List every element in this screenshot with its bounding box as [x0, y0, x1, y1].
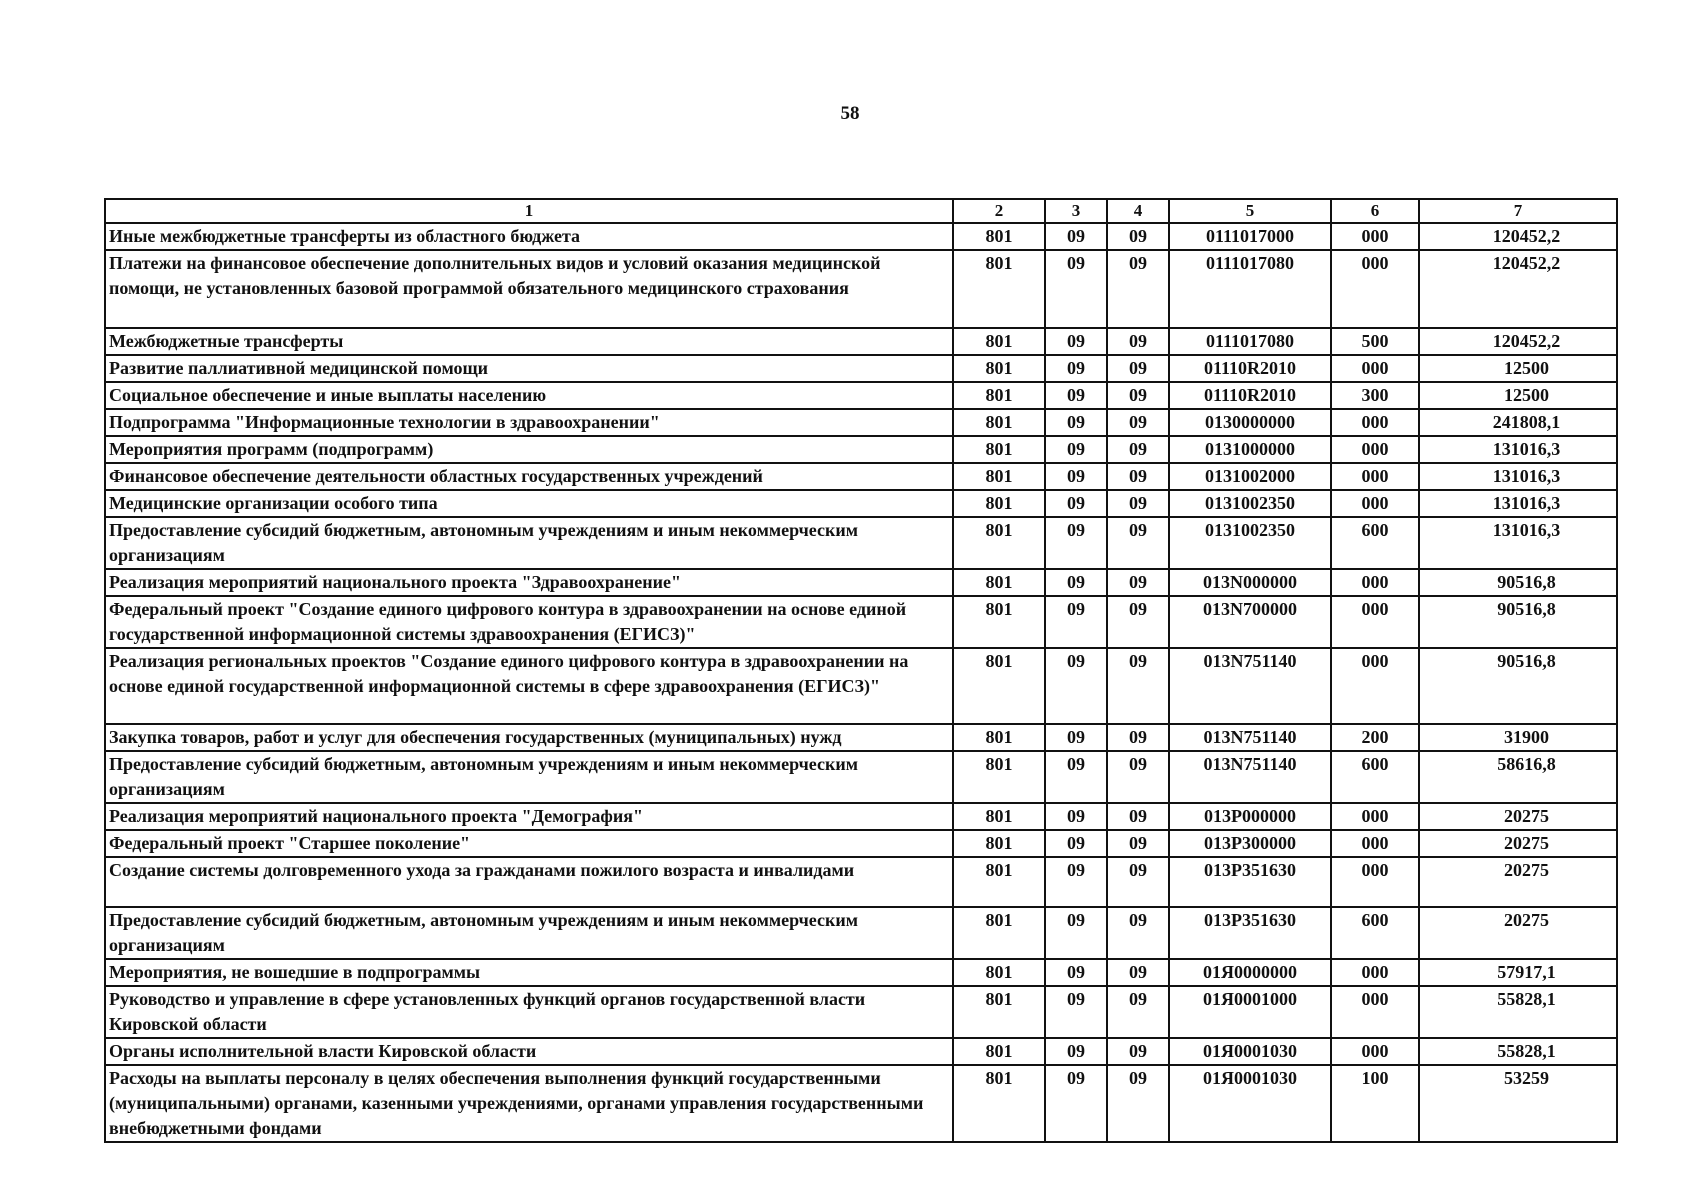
row-name-cell: Иные межбюджетные трансферты из областного бюджета: [105, 223, 953, 250]
row-amount-cell: 131016,3: [1419, 517, 1617, 569]
row-target-article-cell: 0111017080: [1169, 250, 1331, 328]
row-name-cell: Федеральный проект "Старшее поколение": [105, 830, 953, 857]
row-section-cell: 09: [1045, 223, 1107, 250]
row-subsection-cell: 09: [1107, 569, 1169, 596]
row-subsection-cell: 09: [1107, 355, 1169, 382]
row-expense-type-cell: 000: [1331, 648, 1419, 724]
row-ministry-code-cell: 801: [953, 1065, 1045, 1142]
table-row: [105, 751, 1617, 803]
row-ministry-code-cell: 801: [953, 463, 1045, 490]
row-target-article-cell: 0130000000: [1169, 409, 1331, 436]
row-name-cell: Предоставление субсидий бюджетным, автономным учреждениям и иным некоммерческим организациям: [105, 907, 953, 959]
row-expense-type-cell: 000: [1331, 857, 1419, 907]
row-amount-cell: 131016,3: [1419, 436, 1617, 463]
row-ministry-code-cell: 801: [953, 436, 1045, 463]
table-row: [105, 436, 1617, 463]
table-row: [105, 1038, 1617, 1065]
row-subsection-cell: 09: [1107, 1038, 1169, 1065]
row-section-cell: 09: [1045, 596, 1107, 648]
row-subsection-cell: 09: [1107, 724, 1169, 751]
table-row: [105, 463, 1617, 490]
row-target-article-cell: 013P351630: [1169, 857, 1331, 907]
row-section-cell: 09: [1045, 830, 1107, 857]
column-header-3: 3: [1045, 199, 1107, 223]
row-name-cell: Реализация региональных проектов "Создание единого цифрового контура в здравоохранении на основе единой государственной информационной системы в сфере здравоохранения (ЕГИСЗ)": [105, 648, 953, 724]
table-header-row: [105, 199, 1617, 223]
table-row: [105, 490, 1617, 517]
row-target-article-cell: 013N000000: [1169, 569, 1331, 596]
row-expense-type-cell: 000: [1331, 830, 1419, 857]
row-section-cell: 09: [1045, 857, 1107, 907]
row-ministry-code-cell: 801: [953, 986, 1045, 1038]
row-name-cell: Платежи на финансовое обеспечение дополнительных видов и условий оказания медицинской помощи, не установленных базовой программой обязательного медицинского страхования: [105, 250, 953, 328]
row-amount-cell: 58616,8: [1419, 751, 1617, 803]
row-target-article-cell: 01110R2010: [1169, 382, 1331, 409]
row-target-article-cell: 01Я0001000: [1169, 986, 1331, 1038]
row-amount-cell: 12500: [1419, 355, 1617, 382]
row-name-cell: Мероприятия программ (подпрограмм): [105, 436, 953, 463]
row-expense-type-cell: 000: [1331, 463, 1419, 490]
budget-table: [104, 198, 1618, 1143]
row-name-cell: Социальное обеспечение и иные выплаты населению: [105, 382, 953, 409]
row-subsection-cell: 09: [1107, 986, 1169, 1038]
row-subsection-cell: 09: [1107, 382, 1169, 409]
row-expense-type-cell: 100: [1331, 1065, 1419, 1142]
page-number: 58: [840, 103, 860, 124]
row-section-cell: 09: [1045, 959, 1107, 986]
table-row: [105, 382, 1617, 409]
column-header-2: 2: [953, 199, 1045, 223]
table-row: [105, 959, 1617, 986]
row-section-cell: 09: [1045, 490, 1107, 517]
row-expense-type-cell: 000: [1331, 803, 1419, 830]
row-target-article-cell: 013P300000: [1169, 830, 1331, 857]
table-row: [105, 830, 1617, 857]
row-expense-type-cell: 200: [1331, 724, 1419, 751]
row-amount-cell: 20275: [1419, 803, 1617, 830]
row-target-article-cell: 0131000000: [1169, 436, 1331, 463]
row-ministry-code-cell: 801: [953, 355, 1045, 382]
row-amount-cell: 90516,8: [1419, 596, 1617, 648]
table-row: [105, 328, 1617, 355]
row-ministry-code-cell: 801: [953, 648, 1045, 724]
row-name-cell: Развитие паллиативной медицинской помощи: [105, 355, 953, 382]
row-section-cell: 09: [1045, 648, 1107, 724]
row-ministry-code-cell: 801: [953, 382, 1045, 409]
table-row: [105, 355, 1617, 382]
row-amount-cell: 90516,8: [1419, 569, 1617, 596]
row-name-cell: Финансовое обеспечение деятельности областных государственных учреждений: [105, 463, 953, 490]
row-target-article-cell: 01110R2010: [1169, 355, 1331, 382]
row-name-cell: Подпрограмма "Информационные технологии в здравоохранении": [105, 409, 953, 436]
row-name-cell: Реализация мероприятий национального проекта "Здравоохранение": [105, 569, 953, 596]
row-target-article-cell: 0111017000: [1169, 223, 1331, 250]
table-row: [105, 803, 1617, 830]
row-target-article-cell: 013P000000: [1169, 803, 1331, 830]
row-amount-cell: 20275: [1419, 857, 1617, 907]
row-amount-cell: 53259: [1419, 1065, 1617, 1142]
row-expense-type-cell: 600: [1331, 907, 1419, 959]
row-subsection-cell: 09: [1107, 959, 1169, 986]
row-amount-cell: 20275: [1419, 907, 1617, 959]
row-subsection-cell: 09: [1107, 907, 1169, 959]
row-amount-cell: 131016,3: [1419, 490, 1617, 517]
row-name-cell: Закупка товаров, работ и услуг для обеспечения государственных (муниципальных) нужд: [105, 724, 953, 751]
row-amount-cell: 120452,2: [1419, 328, 1617, 355]
table-row: [105, 986, 1617, 1038]
row-amount-cell: 20275: [1419, 830, 1617, 857]
table-row: [105, 596, 1617, 648]
row-subsection-cell: 09: [1107, 490, 1169, 517]
row-amount-cell: 55828,1: [1419, 1038, 1617, 1065]
row-amount-cell: 12500: [1419, 382, 1617, 409]
row-expense-type-cell: 300: [1331, 382, 1419, 409]
row-target-article-cell: 01Я0001030: [1169, 1038, 1331, 1065]
row-subsection-cell: 09: [1107, 803, 1169, 830]
row-section-cell: 09: [1045, 463, 1107, 490]
row-section-cell: 09: [1045, 409, 1107, 436]
row-name-cell: Расходы на выплаты персоналу в целях обеспечения выполнения функций государственными (муниципальными) органами, казенными учреждениями, органами управления государственными внебюджетными фондами: [105, 1065, 953, 1142]
row-subsection-cell: 09: [1107, 857, 1169, 907]
row-ministry-code-cell: 801: [953, 830, 1045, 857]
row-target-article-cell: 013N751140: [1169, 648, 1331, 724]
row-section-cell: 09: [1045, 986, 1107, 1038]
column-header-6: 6: [1331, 199, 1419, 223]
row-amount-cell: 120452,2: [1419, 250, 1617, 328]
row-amount-cell: 120452,2: [1419, 223, 1617, 250]
row-ministry-code-cell: 801: [953, 409, 1045, 436]
row-expense-type-cell: 500: [1331, 328, 1419, 355]
row-subsection-cell: 09: [1107, 463, 1169, 490]
row-target-article-cell: 01Я0001030: [1169, 1065, 1331, 1142]
row-amount-cell: 131016,3: [1419, 463, 1617, 490]
table-row: [105, 724, 1617, 751]
column-header-5: 5: [1169, 199, 1331, 223]
row-ministry-code-cell: 801: [953, 907, 1045, 959]
row-expense-type-cell: 000: [1331, 569, 1419, 596]
row-amount-cell: 31900: [1419, 724, 1617, 751]
row-expense-type-cell: 000: [1331, 959, 1419, 986]
row-expense-type-cell: 000: [1331, 223, 1419, 250]
row-name-cell: Предоставление субсидий бюджетным, автономным учреждениям и иным некоммерческим организациям: [105, 517, 953, 569]
row-expense-type-cell: 000: [1331, 355, 1419, 382]
table-row: [105, 223, 1617, 250]
row-subsection-cell: 09: [1107, 409, 1169, 436]
row-expense-type-cell: 000: [1331, 409, 1419, 436]
row-section-cell: 09: [1045, 328, 1107, 355]
table-row: [105, 857, 1617, 907]
row-ministry-code-cell: 801: [953, 250, 1045, 328]
row-expense-type-cell: 000: [1331, 1038, 1419, 1065]
row-name-cell: Медицинские организации особого типа: [105, 490, 953, 517]
row-target-article-cell: 0131002350: [1169, 517, 1331, 569]
row-section-cell: 09: [1045, 803, 1107, 830]
row-subsection-cell: 09: [1107, 830, 1169, 857]
row-subsection-cell: 09: [1107, 250, 1169, 328]
row-amount-cell: 90516,8: [1419, 648, 1617, 724]
row-section-cell: 09: [1045, 907, 1107, 959]
row-section-cell: 09: [1045, 382, 1107, 409]
row-name-cell: Реализация мероприятий национального проекта "Демография": [105, 803, 953, 830]
row-subsection-cell: 09: [1107, 1065, 1169, 1142]
table-row: [105, 409, 1617, 436]
column-header-7: 7: [1419, 199, 1617, 223]
table-row: [105, 907, 1617, 959]
row-name-cell: Федеральный проект "Создание единого цифрового контура в здравоохранении на основе единой государственной информационной системы здравоохранения (ЕГИСЗ)": [105, 596, 953, 648]
row-name-cell: Создание системы долговременного ухода за гражданами пожилого возраста и инвалидами: [105, 857, 953, 907]
row-name-cell: Органы исполнительной власти Кировской области: [105, 1038, 953, 1065]
row-ministry-code-cell: 801: [953, 517, 1045, 569]
row-expense-type-cell: 000: [1331, 436, 1419, 463]
table-row: [105, 250, 1617, 328]
row-target-article-cell: 0111017080: [1169, 328, 1331, 355]
table-row: [105, 569, 1617, 596]
row-target-article-cell: 013P351630: [1169, 907, 1331, 959]
row-amount-cell: 55828,1: [1419, 986, 1617, 1038]
table-row: [105, 648, 1617, 724]
row-subsection-cell: 09: [1107, 517, 1169, 569]
row-target-article-cell: 0131002000: [1169, 463, 1331, 490]
row-name-cell: Мероприятия, не вошедшие в подпрограммы: [105, 959, 953, 986]
row-section-cell: 09: [1045, 1065, 1107, 1142]
row-expense-type-cell: 600: [1331, 517, 1419, 569]
row-expense-type-cell: 600: [1331, 751, 1419, 803]
row-ministry-code-cell: 801: [953, 751, 1045, 803]
row-expense-type-cell: 000: [1331, 250, 1419, 328]
table-row: [105, 1065, 1617, 1142]
row-section-cell: 09: [1045, 355, 1107, 382]
row-section-cell: 09: [1045, 1038, 1107, 1065]
row-target-article-cell: 013N751140: [1169, 724, 1331, 751]
row-target-article-cell: 013N751140: [1169, 751, 1331, 803]
row-ministry-code-cell: 801: [953, 569, 1045, 596]
row-section-cell: 09: [1045, 250, 1107, 328]
row-ministry-code-cell: 801: [953, 223, 1045, 250]
table-body: [105, 223, 1617, 1142]
row-expense-type-cell: 000: [1331, 490, 1419, 517]
row-ministry-code-cell: 801: [953, 803, 1045, 830]
row-name-cell: Межбюджетные трансферты: [105, 328, 953, 355]
row-subsection-cell: 09: [1107, 328, 1169, 355]
row-section-cell: 09: [1045, 517, 1107, 569]
row-ministry-code-cell: 801: [953, 959, 1045, 986]
row-ministry-code-cell: 801: [953, 857, 1045, 907]
column-header-4: 4: [1107, 199, 1169, 223]
row-expense-type-cell: 000: [1331, 596, 1419, 648]
row-section-cell: 09: [1045, 436, 1107, 463]
row-subsection-cell: 09: [1107, 751, 1169, 803]
row-ministry-code-cell: 801: [953, 596, 1045, 648]
row-subsection-cell: 09: [1107, 596, 1169, 648]
row-subsection-cell: 09: [1107, 436, 1169, 463]
row-target-article-cell: 013N700000: [1169, 596, 1331, 648]
row-name-cell: Руководство и управление в сфере установленных функций органов государственной власти Кировской области: [105, 986, 953, 1038]
row-subsection-cell: 09: [1107, 223, 1169, 250]
column-header-1: 1: [105, 199, 953, 223]
row-section-cell: 09: [1045, 724, 1107, 751]
row-section-cell: 09: [1045, 569, 1107, 596]
row-target-article-cell: 0131002350: [1169, 490, 1331, 517]
row-target-article-cell: 01Я0000000: [1169, 959, 1331, 986]
row-section-cell: 09: [1045, 751, 1107, 803]
row-name-cell: Предоставление субсидий бюджетным, автономным учреждениям и иным некоммерческим организациям: [105, 751, 953, 803]
row-ministry-code-cell: 801: [953, 1038, 1045, 1065]
row-ministry-code-cell: 801: [953, 490, 1045, 517]
row-ministry-code-cell: 801: [953, 328, 1045, 355]
row-ministry-code-cell: 801: [953, 724, 1045, 751]
row-expense-type-cell: 000: [1331, 986, 1419, 1038]
row-amount-cell: 241808,1: [1419, 409, 1617, 436]
row-subsection-cell: 09: [1107, 648, 1169, 724]
row-amount-cell: 57917,1: [1419, 959, 1617, 986]
table-row: [105, 517, 1617, 569]
